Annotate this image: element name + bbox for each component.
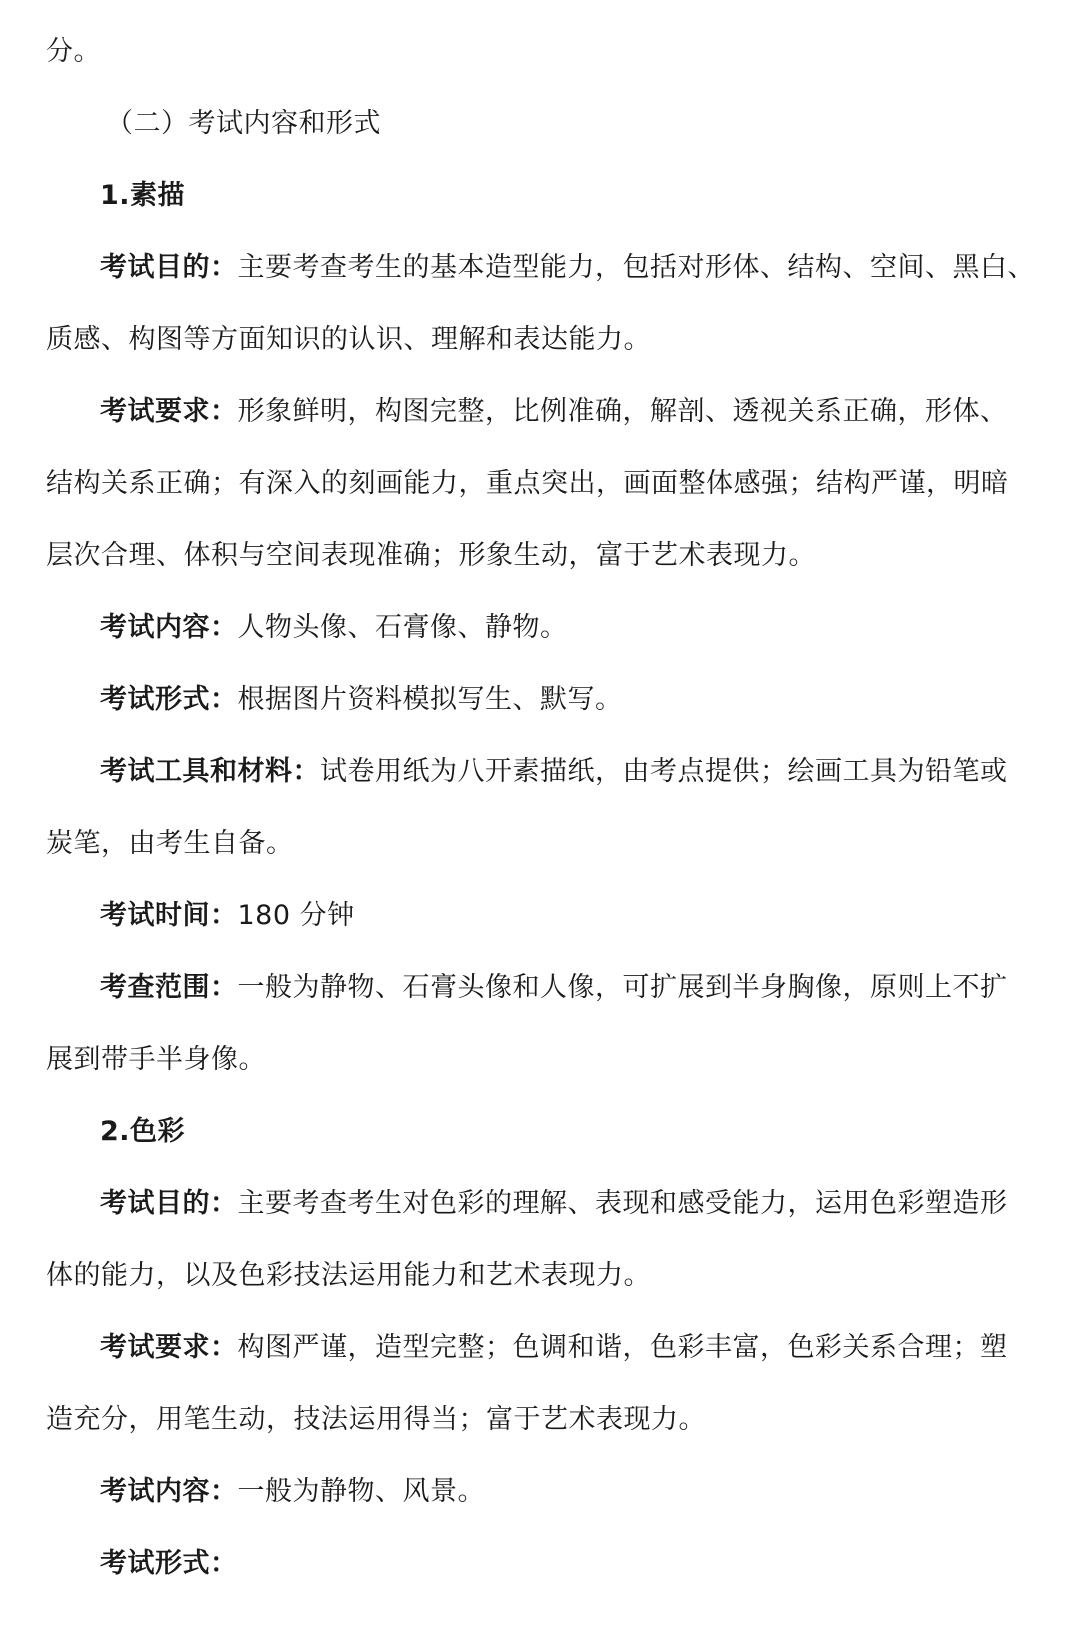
text: 层次合理、体积与空间表现准确；形象生动，富于艺术表现力。	[46, 540, 816, 571]
paragraph-line	[46, 1456, 1034, 1528]
text: 分。	[46, 36, 101, 67]
paragraph-line	[46, 376, 1034, 448]
paragraph-line	[46, 736, 1034, 808]
subsection-heading-sketch	[46, 160, 1034, 232]
text: 根据图片资料模拟写生、默写。	[237, 684, 623, 715]
field-label: 考试目的：	[100, 252, 238, 283]
text: 一般为静物、风景。	[237, 1476, 485, 1507]
paragraph-line	[46, 1528, 1034, 1600]
field-label: 考试目的：	[100, 1188, 238, 1219]
paragraph-line	[46, 880, 1034, 952]
field-label: 考试形式：	[100, 1548, 238, 1579]
text: 2.色彩	[100, 1116, 186, 1147]
field-label: 考试内容：	[100, 1476, 238, 1507]
text: 炭笔，由考生自备。	[46, 828, 294, 859]
text: 主要考查考生对色彩的理解、表现和感受能力，运用色彩塑造形	[237, 1188, 1008, 1219]
paragraph-line	[46, 1240, 1034, 1312]
paragraph-line	[46, 304, 1034, 376]
paragraph-line	[46, 232, 1034, 304]
paragraph-line	[46, 664, 1034, 736]
paragraph-line	[46, 16, 1034, 88]
text: 质感、构图等方面知识的认识、理解和表达能力。	[46, 324, 651, 355]
paragraph-line	[46, 1384, 1034, 1456]
field-label: 考查范围：	[100, 972, 238, 1003]
text: 构图严谨，造型完整；色调和谐，色彩丰富，色彩关系合理；塑	[237, 1332, 1008, 1363]
text: 试卷用纸为八开素描纸，由考点提供；绘画工具为铅笔或	[320, 756, 1008, 787]
subsection-heading-color	[46, 1096, 1034, 1168]
paragraph-line	[46, 592, 1034, 664]
text: 180 分钟	[237, 900, 355, 931]
text: 主要考查考生的基本造型能力，包括对形体、结构、空间、黑白、	[237, 252, 1035, 283]
text: 1.素描	[100, 180, 186, 211]
text: 形象鲜明，构图完整，比例准确，解剖、透视关系正确，形体、	[237, 396, 1008, 427]
text: 一般为静物、石膏头像和人像，可扩展到半身胸像，原则上不扩	[237, 972, 1008, 1003]
field-label: 考试工具和材料：	[100, 756, 320, 787]
paragraph-line	[46, 1168, 1034, 1240]
field-label: 考试时间：	[100, 900, 238, 931]
paragraph-line	[46, 808, 1034, 880]
paragraph-line	[46, 448, 1034, 520]
field-label: 考试内容：	[100, 612, 238, 643]
text: 展到带手半身像。	[46, 1044, 266, 1075]
text: 体的能力，以及色彩技法运用能力和艺术表现力。	[46, 1260, 651, 1291]
field-label: 考试要求：	[100, 1332, 238, 1363]
field-label: 考试要求：	[100, 396, 238, 427]
section-heading	[46, 88, 1034, 160]
field-label: 考试形式：	[100, 684, 238, 715]
paragraph-line	[46, 1024, 1034, 1096]
text: （二）考试内容和形式	[106, 108, 381, 139]
paragraph-line	[46, 1312, 1034, 1384]
paragraph-line	[46, 520, 1034, 592]
text: 结构关系正确；有深入的刻画能力，重点突出，画面整体感强；结构严谨，明暗	[46, 468, 1009, 499]
text: 造充分，用笔生动，技法运用得当；富于艺术表现力。	[46, 1404, 706, 1435]
text: 人物头像、石膏像、静物。	[237, 612, 568, 643]
paragraph-line	[46, 952, 1034, 1024]
